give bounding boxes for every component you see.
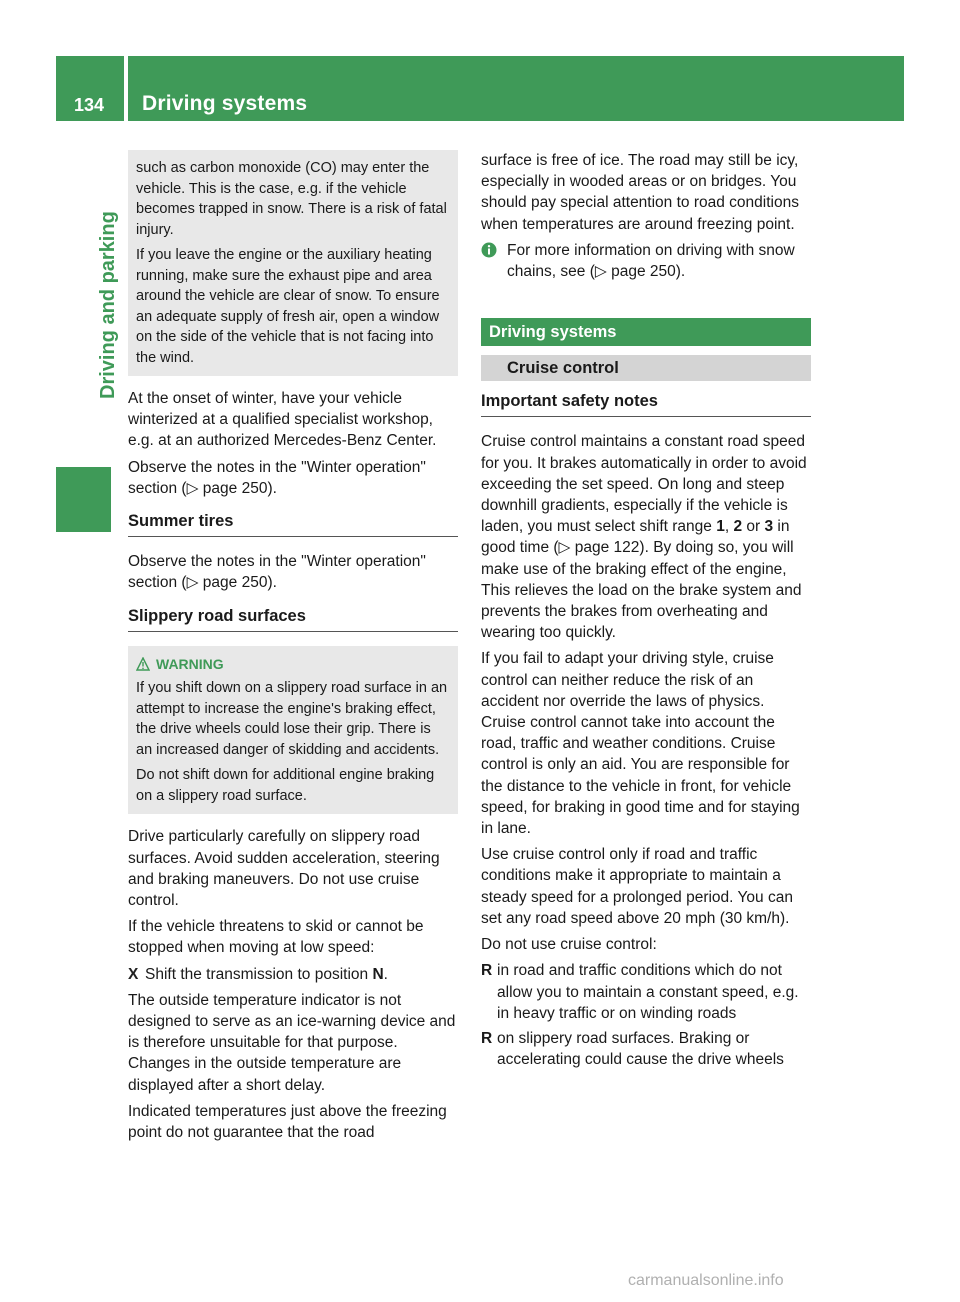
note-box	[128, 150, 458, 376]
heading-safety-notes: Important safety notes	[481, 391, 811, 417]
list-item	[481, 960, 811, 1024]
step-item	[128, 964, 458, 985]
info-icon	[481, 242, 497, 258]
warning-header	[136, 654, 450, 675]
page-number: 134	[73, 95, 105, 115]
paragraph: Cruise control maintains a constant road speed for you. It brakes automatically in order to avoid exceeding the set speed. On long and steep downhill gradients, especially if the vehicle is laden, you must select shift range 1, 2 or 3 in good time (▷ page 122). By doing so, you will make use of the braking effect of the engine, This relieves the load on the brake system and prevents the brakes from overheating and wearing too quickly.	[481, 433, 807, 642]
page-title: Driving systems	[142, 92, 308, 115]
watermark: carmanualsonline.info	[628, 1272, 784, 1289]
heading-slippery-road: Slippery road surfaces	[128, 606, 458, 632]
paragraph: Indicated temperatures just above the freezing point do not guarantee that the road	[128, 1102, 447, 1141]
side-tab-label: Driving and parking	[97, 211, 119, 399]
section-bar: Driving systems	[481, 318, 811, 346]
left-column	[128, 150, 458, 1148]
info-text: For more information on driving with snow chains, see (▷ page 250).	[507, 241, 795, 281]
warning-paragraph: Do not shift down for additional engine braking on a slippery road surface.	[136, 767, 435, 804]
list-item	[481, 1028, 811, 1070]
paragraph: Observe the notes in the "Winter operation" section (▷ page 250).	[128, 553, 426, 592]
side-tab-marker	[56, 467, 111, 532]
list-item-text: in road and traffic conditions which do not allow you to maintain a constant speed, e.g. in heavy traffic or on winding roads	[497, 962, 799, 1022]
note-paragraph: such as carbon monoxide (CO) may enter the vehicle. This is the case, e.g. if the vehicle becomes trapped in snow. There is a risk of fatal injury.	[136, 160, 447, 238]
paragraph: Do not use cruise control:	[481, 936, 657, 954]
paragraph: Observe the notes in the "Winter operation" section (▷ page 250).	[128, 458, 426, 497]
note-paragraph: If you leave the engine or the auxiliary heating running, make sure the exhaust pipe and area around the vehicle are clear of snow. To ensure an adequate supply of fresh air, open a window on the side of the vehicle that is not facing into the wind.	[136, 247, 440, 366]
paragraph: surface is free of ice. The road may still be icy, especially in wooded areas or on bridges. You should pay special attention to road conditions when temperatures are around freezing point.	[481, 152, 799, 233]
list-item-text: on slippery road surfaces. Braking or accelerating could cause the drive wheels	[497, 1029, 784, 1069]
info-note	[481, 240, 811, 282]
warning-paragraph: If you shift down on a slippery road surface in an attempt to increase the engine's braking effect, the drive wheels could lose their grip. There is an increased danger of skidding and accidents.	[136, 680, 448, 758]
paragraph: At the onset of winter, have your vehicle winterized at a qualified specialist workshop, e.g. at an authorized Mercedes-Benz Center.	[128, 390, 437, 450]
warning-label: WARNING	[156, 655, 224, 672]
step-text: Shift the transmission to position N.	[145, 965, 388, 983]
heading-summer-tires: Summer tires	[128, 511, 458, 537]
warning-box	[128, 646, 458, 815]
bullet-icon: R	[481, 962, 493, 980]
header-divider	[124, 56, 128, 121]
paragraph: If the vehicle threatens to skid or cannot be stopped when moving at low speed:	[128, 918, 424, 957]
step-arrow-icon: X	[128, 965, 139, 983]
paragraph: If you fail to adapt your driving style, cruise control can neither reduce the risk of an accident nor override the laws of physics. Cruise control cannot take into account the road, traffic and weather conditions. Cruise control is only an aid. You are responsible for the distance to the vehicle in front, for vehicle speed, for braking in good time and for staying in lane.	[481, 650, 800, 838]
warning-triangle-icon	[136, 657, 150, 671]
bullet-icon: R	[481, 1029, 493, 1047]
right-column	[481, 150, 811, 1070]
subsection-bar: Cruise control	[481, 355, 811, 381]
paragraph: Use cruise control only if road and traffic conditions make it appropriate to maintain a steady speed for a prolonged period. You can set any road speed above 20 mph (30 km/h).	[481, 846, 793, 927]
paragraph: The outside temperature indicator is not designed to serve as an ice-warning device and is therefore unsuitable for that purpose. Changes in the outside temperature are displayed after a short delay.	[128, 991, 456, 1094]
paragraph: Drive particularly carefully on slippery road surfaces. Avoid sudden acceleration, steering and braking maneuvers. Do not use cruise control.	[128, 828, 440, 909]
